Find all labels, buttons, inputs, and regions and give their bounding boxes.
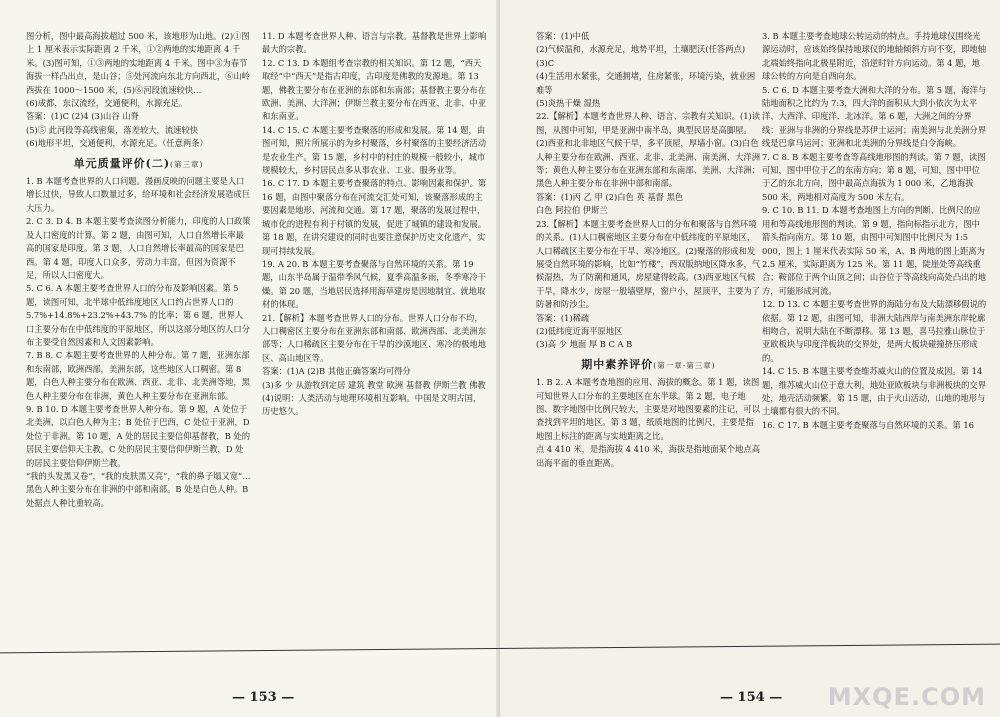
paragraph: 19. A 20. B 本题主要考查聚落与自然环境的关系。第 19 题，山东半岛属于温带季风气候，夏季高温多雨，冬季寒冷干燥。第 20 题，当地居民选择用海草建房是因地制宜、就地取材的体现。	[262, 258, 487, 310]
left-column-1	[26, 30, 251, 510]
answer-line: (3)多 少 从游牧到定居 建筑 教堂 欧洲 基督教 伊斯兰教 佛教	[262, 379, 486, 390]
section-title: 单元质量评价(二)	[73, 156, 171, 170]
paragraph: 7. B 8. C 本题主要考查世界的人种分布。第 7 题，亚洲东部和东南部，欧洲西部，美洲东部，这些地区人口稠密。第 8 题，白色人种主要分布在欧洲、西亚、北非、北美洲等地，黑色人种主要分布在非洲，黄色人种主要分布在亚洲东部。	[26, 350, 251, 401]
paragraph: 21.【解析】本题考查世界人口的分布。世界人口分布不均，人口稠密区主要分布在亚洲东部和南部、欧洲西部、北美洲东部等；人口稀疏区主要分布在干旱的沙漠地区、寒冷的极地地区、高山地区等。	[262, 312, 487, 363]
paragraph: “我的头发黑又卷”，“我的皮肤黑又亮”，“我的鼻子塌又宽”…黑色人种主要分布在非洲的中部和南部。B 处是白色人种。B 处据点人种比重较高。	[26, 471, 251, 508]
paragraph: 14. C 15. B 本题主要考查维苏威火山的位置及成因。第 14 题，维苏威火山位于意大利，地处亚欧板块与非洲板块的交界处，地壳活动频繁。第 15 题，由于火山活动，山地的地形与土壤都有很大的不同。	[762, 366, 987, 417]
right-page-number: — 154 —	[720, 690, 783, 705]
section-heading	[26, 157, 251, 171]
right-column-2	[762, 30, 987, 432]
answer-line: (5)炎热干燥 湿热	[536, 98, 601, 109]
paragraph: 9. C 10. B 11. D 本题考查地图上方向的判断、比例尺的应用和等高线地形图的判读。第 9 题，指向标指示北方，图中箭头指向南方。第 10 题，由图中可知图中比例尺为 1:5 000，图上 1 厘米代表实际 50 米，A、B 两地的图上距离为 2.5 厘米，实际距离为 125 米。第 11 题，陡崖处等高线重合；鞍部位于两个山顶之间；山谷位于等高线向高处凸出的地方，可能形成河流。	[762, 205, 987, 296]
col1-answers	[26, 110, 251, 150]
paragraph: 23.【解析】本题主要考查世界人口的分布和聚落与自然环境的关系。(1)人口稠密地区主要分布在中低纬度的平原地区，人口稀疏区主要分布在干旱、寒冷地区。(2)聚落的形成和发展受自然环境的影响，比如“竹楼”，西双版纳地区降水多，气候湿热，为了防潮和通风，房屋建得较高。(3)西亚地区气候干旱，降水少，房屋一般墙壁厚，窗户小，屋顶平，主要为了防暑和防沙尘。	[536, 218, 761, 310]
paragraph: 9. B 10. D 本题主要考查世界人种分布。第 9 题，A 处位于北美洲，以白色人种为主；B 处位于巴西，C 处位于亚洲，D 处位于非洲。第 10 题，A 处的居民主要信仰基督教，B 处的居民主要信仰天主教，C 处的居民主要信仰伊斯兰教，D 处的居民主要信仰伊斯兰教。	[26, 403, 251, 468]
right-page	[500, 0, 1000, 717]
paragraph: 16. C 17. B 本题主要考查聚落与自然环境的关系。第 16	[762, 419, 974, 430]
answer-line: 答案：(1)稀疏	[536, 312, 590, 323]
answer-line: 答案：(1)A (2)B 其他正确答案均可得分	[262, 366, 411, 377]
paragraph: 22.【解析】本题考查世界人种、语言、宗教有关知识。(1)读图，从图中可知，甲是亚洲中南半岛，典型民居是高脚屋。(2)西亚和北非地区气候干旱，多平顶屋，厚墙小窗。(3)白色人种主要分布在欧洲、西亚、北非、北美洲、南美洲、大洋洲等；黄色人种主要分布在亚洲东部和东南部、美洲、大洋洲；黑色人种主要分布在非洲中部和南部。	[536, 111, 761, 189]
answer-line: (3)C	[536, 57, 555, 68]
watermark-logo: MXQE.COM	[827, 683, 986, 711]
paragraph: 5. C 6. A 本题主要考查世界人口的分布及影响因素。第 5 题，读图可知，北半球中低纬度地区人口约占世界人口的 5.7%+14.8%+23.2%+43.7% 的比率；第 6 题，世界人口主要分布在中低纬度的平原地区，所以这部分地区的人口分布主要受自然因素和人文因素影响。	[26, 283, 251, 347]
paragraph: 图分析，图中最高海拔超过 500 米，该地形为山地。(2)①图上 1 厘米表示实际距离 2 千米，①②两地的实地距离 4 千米。(3)图可知，①③两地的实地距离 4 千米。图中③为春节海拔一样凸出点，是山谷；⑤处河流向东北方向西北，⑥山岭西拔在 1000～1500 米，(5)⑥河段流速较快…	[26, 31, 251, 95]
paragraph: 点 4 410 米，是指海拔 4 410 米，海拔是指地面某个地点高出海平面的垂直距离。	[536, 444, 760, 468]
paragraph: 12. D 13. C 本题主要考查世界的海陆分布及大陆漂移假说的依据。第 12 题，由图可知，非洲大陆西岸与南美洲东岸轮廓相吻合，说明大陆在不断漂移。第 13 题，喜马拉雅山脉位于亚欧板块与印度洋板块的交界处，是两大板块碰撞挤压形成的。	[762, 299, 987, 363]
paragraph: 11. D 本题考查世界人种、语言与宗教。基督教是世界上影响最大的宗教。	[262, 31, 487, 55]
paragraph: (6)成都，东汉流经，交通便利，水源充足。	[26, 98, 188, 109]
answer-line: 答案：(1)丙 乙 甲 (2)白色 英 基督 黑色	[536, 191, 684, 202]
answer-line: (2)低纬度近海平原地区	[536, 325, 623, 336]
answer-line: 答案：(1)C (2)4 (3)山谷 山脊	[26, 111, 139, 122]
right-column-1	[536, 30, 761, 470]
paragraph: 16. C 17. D 本题主要考查聚落的特点、影响因素和保护。第 16 题，由图中聚落分布在河流交汇处可知，该聚落形成的主要因素是地形、河流和交通。第 17 题，聚落的发展过程中，城市化的进程有利于村镇的发展，促进了城镇的建设和发展。第 18 题，在讲究建设的同时也要注意保护历史文化遗产，实现可持续发展。	[262, 178, 487, 256]
left-page-number: — 153 —	[232, 690, 295, 705]
answer-line: (6)地形平坦，交通便利，水源充足。（任意两条）	[26, 138, 208, 149]
paragraph: 12. C 13. D 本题组考查宗教的相关知识。第 12 题，“西天取经”中“西天”是指古印度，古印度是佛教的发源地。第 13 题，佛教主要分布在亚洲的东部和东南部；基督教主要分布在欧洲、美洲、大洋洲；伊斯兰教主要分布在西亚、北非、中亚和东南亚。	[262, 57, 487, 122]
answer-line: (4)说明：人类活动与地理环境相互影响。中国是文明古国，历史悠久。	[262, 392, 482, 417]
section-subtitle: (第一章-第三章)	[653, 360, 716, 370]
paragraph: 7. C 8. B 本题主要考查等高线地形图的判读。第 7 题，读图可知，图中甲位于乙的东南方向；第 8 题，可知，图中甲位于乙的东北方向，图中最高点海拔为 1 000 米，乙地海拔 500 米，两地相对高度为 500 米左右。	[762, 151, 986, 202]
answer-line: 白色 阿拉伯 伊斯兰	[536, 205, 608, 216]
section-heading	[536, 358, 761, 372]
paragraph: 3. B 本题主要考查地球公转运动的特点。手持地球仪围绕光源运动时，应该始终保持地球仪的地轴倾斜方向不变，即地轴北端始终指向北极星附近，沿逆时针方向运动。第 4 题，地球公转的方向是自西向东。	[762, 31, 987, 82]
left-column-2	[262, 30, 487, 419]
answer-line: (4)生活用水紧张，交通拥堵，住房紧张，环境污染，就业困难等	[536, 71, 756, 95]
col1-top	[26, 30, 251, 110]
paragraph: 2. C 3. D 4. B 本题主要考查读图分析能力，印度的人口政策及人口密度的计算。第 2 题，由图可知，人口自然增长率最高的国家是印度。第 3 题，人口自然增长率最高的国家是巴西。第 4 题，印度人口众多，劳动力丰富，但因为资源不足，所以人口密度大。	[26, 216, 251, 280]
paragraph: 5. C 6. D 本题主要考查大洲和大洋的分布。第 5 题，海洋与陆地面积之比约为 7:3，四大洋的面积从大到小依次为太平洋、大西洋、印度洋、北冰洋。第 6 题，大洲之间的分界线：亚洲与非洲的分界线是苏伊士运河；南美洲与北美洲分界线是巴拿马运河；亚洲和北美洲的分界线是白令海峡。	[762, 84, 987, 149]
paragraph: 1. B 2. A 本题考查地图的应用、海拔的概念。第 1 题，读图可知世界人口分布的主要地区在东半球。第 2 题，电子地图、数字地图中比例尺较大，主要是对地图要素的注记，可以查找到平坦的地区。第 3 题，纸质地图的比例尺，主要是指地图上标注的距离与实地距离之比。	[536, 377, 761, 441]
col1-body	[26, 175, 251, 510]
paragraph: 14. C 15. C 本题主要考查聚落的形成和发展。第 14 题，由图可知，照片所展示的为乡村聚落，乡村聚落的主要经济活动是农业生产。第 15 题，乡村中的村庄的规模一般较小，城市规模较大，乡村居民点多从事农业、工业、服务业等。	[262, 124, 487, 176]
answer-line: (2)气候温和，水源充足，地势平坦，土壤肥沃(任答两点)	[536, 44, 746, 55]
answer-line: (5)⑤ 此河段等高线密集，落差较大，流速较快	[26, 124, 199, 135]
paragraph: 1. B 本题考查世界的人口问题。漫画反映的问题主要是人口增长过快，导致人口数量过多，给环境和社会经济发展造成巨大压力。	[26, 176, 251, 213]
answer-line: 答案：(1)中低	[536, 31, 590, 41]
section-title: 期中素养评价	[581, 357, 654, 371]
section-subtitle: (第三章)	[170, 159, 204, 169]
answer-line: (3)高 少 地面 厚 B C A B	[536, 339, 633, 350]
